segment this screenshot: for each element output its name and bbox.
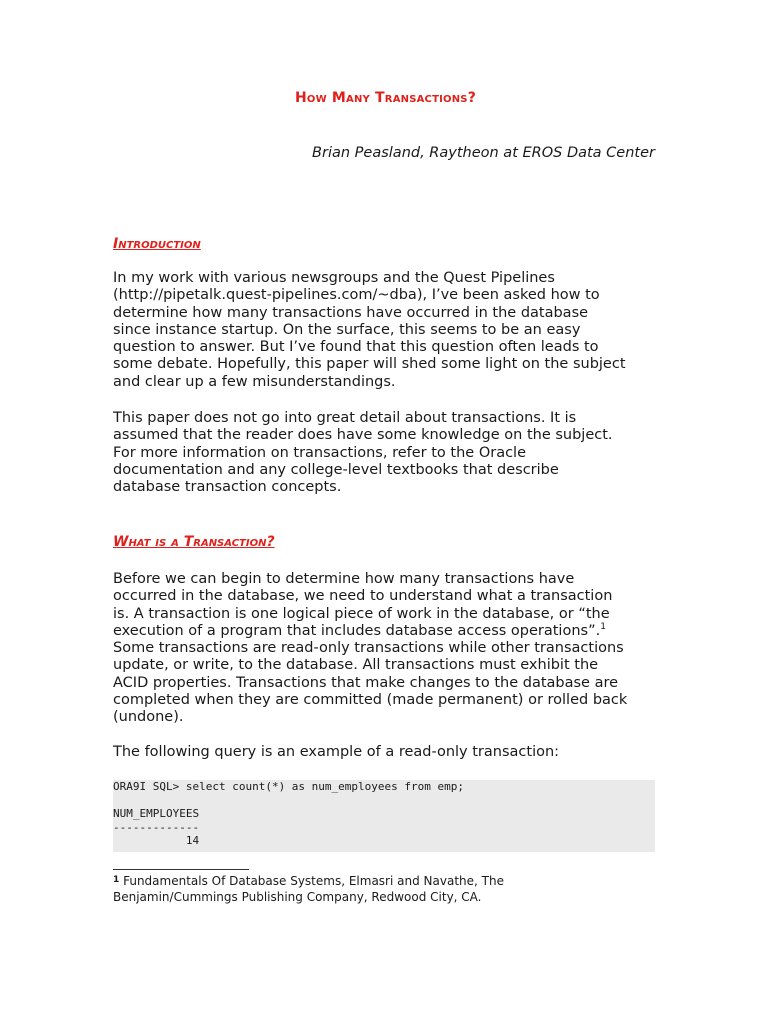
text-line: occurred in the database, we need to understand what a transaction [113,588,613,605]
text-line: is. A transaction is one logical piece of work in the database, or “the [113,605,610,622]
text-line: (undone). [113,709,184,726]
text-line: some debate. Hopefully, this paper will shed some light on the subject [113,356,626,373]
footnote-number: 1 [113,875,120,885]
text-line: ACID properties. Transactions that make changes to the database are [113,674,619,691]
text-line: determine how many transactions have occurred in the database [113,304,589,321]
footnote-line: Benjamin/Cummings Publishing Company, Redwood City, CA. [113,890,482,904]
footnote-line [113,873,658,889]
section-heading-what-is-a-transaction: What is a Transaction? [113,534,275,550]
text-line: The following query is an example of a read-only transaction: [113,744,560,760]
footnote-reference: 1 [600,621,606,632]
intro-paragraph-2 [113,410,658,496]
footnote [113,873,658,905]
code-line: ------------- [113,820,200,834]
text-line: Some transactions are read-only transactions while other transactions [113,640,624,657]
intro-paragraph-1 [113,270,658,391]
code-line: 14 [113,834,200,847]
document-title: How Many Transactions? [294,90,477,106]
text-line: and clear up a few misunderstandings. [113,373,396,390]
text-line: completed when they are committed (made permanent) or rolled back [113,692,628,709]
text-line: For more information on transactions, refer to the Oracle [113,444,526,461]
footnote-separator [113,869,249,870]
transaction-paragraph-2 [113,744,658,761]
sql-code-block [113,780,655,852]
text-line: documentation and any college-level textbooks that describe [113,461,559,478]
footnote-text: Fundamentals Of Database Systems, Elmasri and Navathe, The [123,874,504,888]
code-line [113,794,655,808]
text-line: update, or write, to the database. All transactions must exhibit the [113,657,599,674]
text-line: database transaction concepts. [113,479,342,496]
text-line: This paper does not go into great detail about transactions. It is [113,410,577,426]
code-line: ORA9I SQL> select count(*) as num_employees from emp; [113,780,464,793]
text-line: (http://pipetalk.quest-pipelines.com/~dba), I’ve been asked how to [113,287,600,304]
text-line: question to answer. But I’ve found that this question often leads to [113,339,599,356]
text-line [113,623,658,640]
text-line: assumed that the reader does have some knowledge on the subject. [113,427,613,444]
text-line-content: execution of a program that includes database access operations”. [113,622,601,639]
text-line: Before we can begin to determine how many transactions have [113,571,575,587]
transaction-paragraph-1 [113,571,658,727]
code-line: NUM_EMPLOYEES [113,807,200,820]
author-line: Brian Peasland, Raytheon at EROS Data Center [312,145,655,161]
text-line: since instance startup. On the surface, this seems to be an easy [113,321,581,338]
section-heading-introduction: Introduction [113,236,201,252]
text-line: In my work with various newsgroups and the Quest Pipelines [113,270,555,286]
